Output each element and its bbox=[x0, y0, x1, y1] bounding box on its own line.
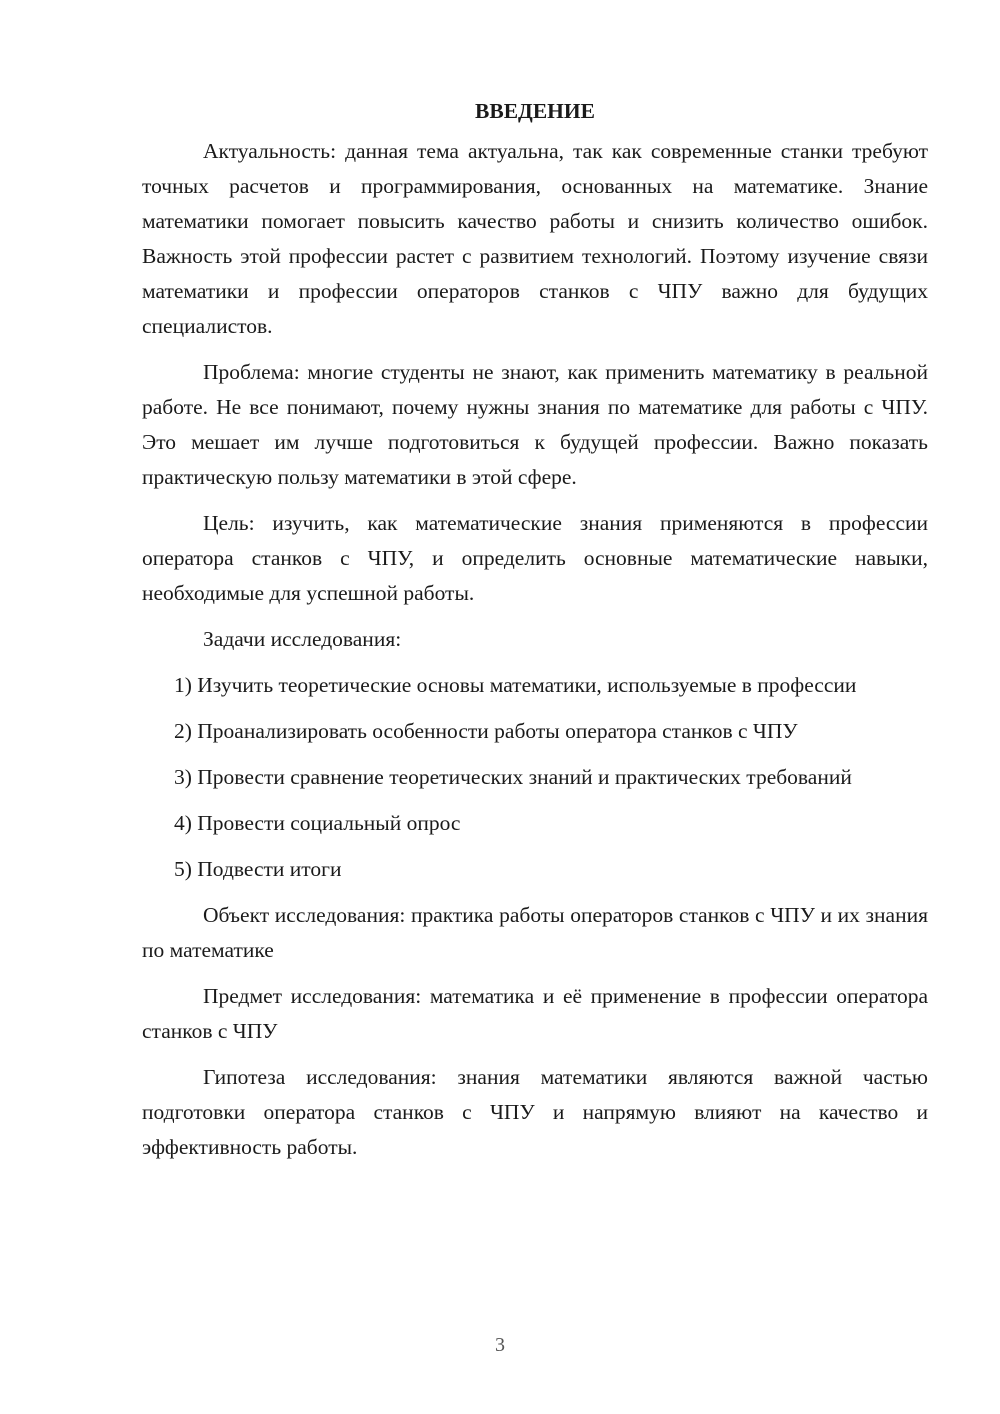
task-item-1: 1) Изучить теоретические основы математики, используемые в профессии bbox=[174, 673, 857, 697]
page-number: 3 bbox=[495, 1334, 505, 1356]
hypothesis-paragraph: Гипотеза исследования: знания математики являются важной частью подготовки оператора станков с ЧПУ и напрямую влияют на качество и эффективность работы. bbox=[142, 1065, 928, 1159]
goal-paragraph: Цель: изучить, как математические знания применяются в профессии оператора станков с ЧПУ, и определить основные математические навыки, необходимые для успешной работы. bbox=[142, 511, 928, 605]
relevance-paragraph: Актуальность: данная тема актуальна, так как современные станки требуют точных расчетов и программирования, основанных на математике. Знание математики помогает повысить качество работы и снизить количество ошибок. Важность этой профессии растет с развитием технологий. Поэтому изучение связи математики и профессии операторов станков с ЧПУ важно для будущих специалистов. bbox=[142, 139, 928, 338]
tasks-intro: Задачи исследования: bbox=[203, 627, 402, 651]
subject-paragraph: Предмет исследования: математика и её применение в профессии оператора станков с ЧПУ bbox=[142, 984, 928, 1043]
document-page bbox=[142, 96, 928, 1176]
task-item-3: 3) Провести сравнение теоретических знаний и практических требований bbox=[174, 765, 852, 789]
task-item-4: 4) Провести социальный опрос bbox=[174, 811, 461, 835]
task-item-2: 2) Проанализировать особенности работы оператора станков с ЧПУ bbox=[174, 719, 798, 743]
object-paragraph: Объект исследования: практика работы операторов станков с ЧПУ и их знания по математике bbox=[142, 903, 928, 962]
problem-paragraph: Проблема: многие студенты не знают, как применить математику в реальной работе. Не все понимают, почему нужны знания по математике для работы с ЧПУ. Это мешает им лучше подготовиться к будущей профессии. Важно показать практическую пользу математики в этой сфере. bbox=[142, 360, 928, 489]
task-item-5: 5) Подвести итоги bbox=[174, 857, 342, 881]
page-title: ВВЕДЕНИЕ bbox=[475, 99, 595, 123]
